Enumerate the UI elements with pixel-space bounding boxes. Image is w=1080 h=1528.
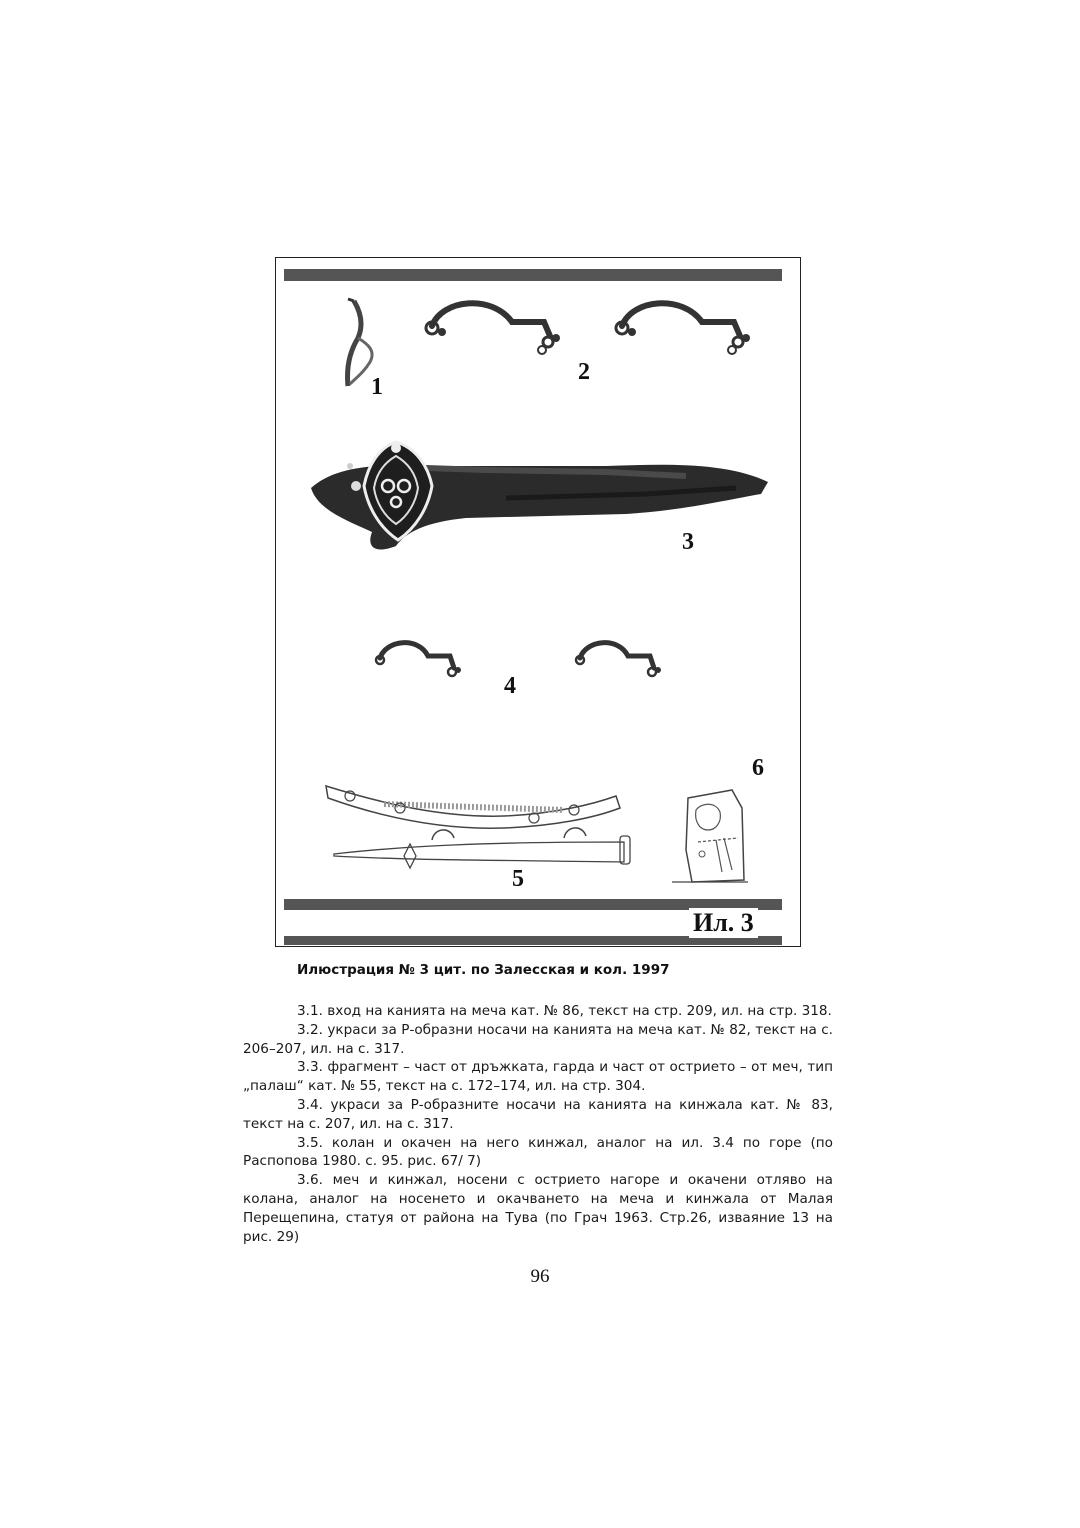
page-number: 96 [530,1266,550,1287]
caption-list [243,1002,833,1246]
caption-title: Илюстрация № 3 цит. по Залесская и кол. 1997 [297,962,670,978]
caption-item: 3.4. украси за Р-образните носачи на канията на кинжала кат. № 83, текст на с. 207, ил. на с. 317. [243,1096,833,1132]
caption-item: 3.1. вход на канията на меча кат. № 86, текст на стр. 209, ил. на стр. 318. [297,1003,832,1019]
artifact-5-belt-with-dagger [324,776,634,876]
artifact-6-stone-statue [672,790,752,890]
illustration-plate [275,257,801,947]
figure-number-6: 6 [752,755,764,781]
artifact-4-holder-right [572,636,662,684]
artifact-3-sword-fragment [306,436,776,564]
figure-number-3: 3 [682,529,694,555]
artifact-2-holder-left [422,294,562,364]
artifact-2-holder-right [612,294,752,364]
figure-number-1: 1 [371,374,383,400]
artifact-4-holder-left [372,636,462,684]
caption-item: 3.2. украси за Р-образни носачи на канията на меча кат. № 82, текст на с. 206–207, ил. на с. 317. [243,1021,833,1057]
artifact-1-scabbard-mouth [336,296,396,396]
figure-number-4: 4 [504,673,516,699]
caption-item: 3.6. меч и кинжал, носени с острието нагоре и окачени отляво на колана, аналог на носенето и окачването на меча и кинжала от Малая Перещепина, статуя от района на Тува (по Грач 1963. Стр.26, изваяние 13 на рис. 29) [243,1172,833,1245]
caption-item: 3.5. колан и окачен на него кинжал, аналог на ил. 3.4 по горе (по Распопова 1980. с. 95. рис. 67/ 7) [243,1134,833,1170]
caption-item: 3.3. фрагмент – част от дръжката, гарда и част от острието – от меч, тип „палаш“ кат. № 55, текст на с. 172–174, ил. на стр. 304. [243,1059,833,1095]
figure-number-5: 5 [512,866,524,892]
plate-label: Ил. 3 [689,908,758,938]
figure-number-2: 2 [578,359,590,385]
plate-top-bar [284,269,782,281]
